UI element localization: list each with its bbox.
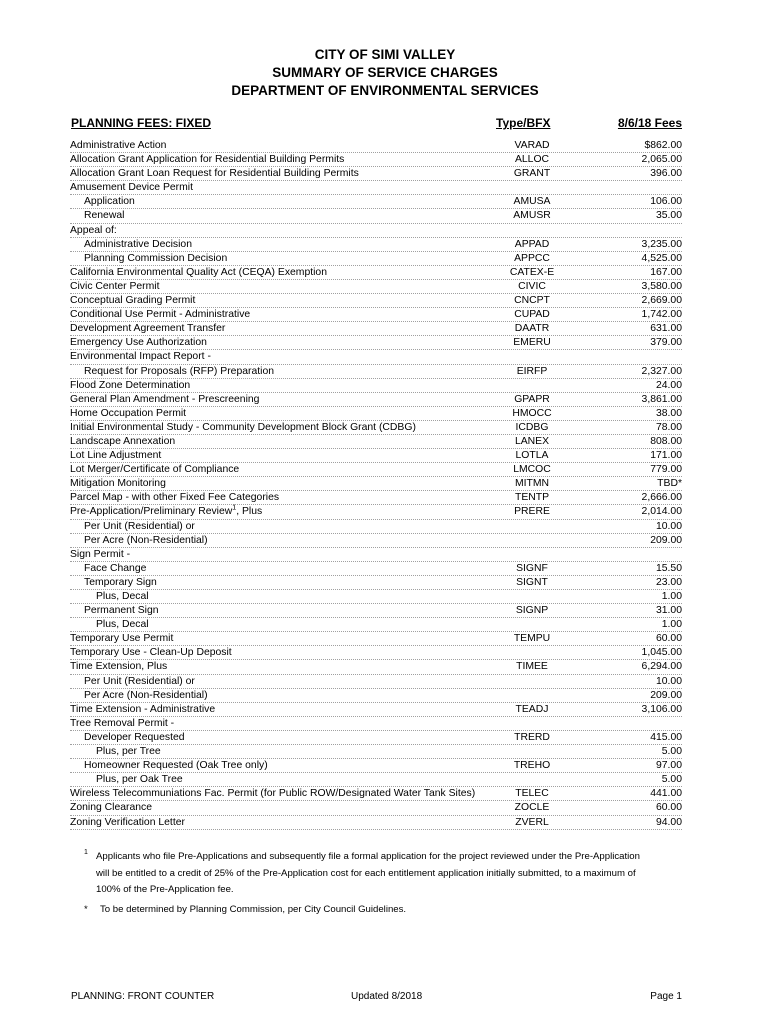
table-row — [70, 562, 682, 576]
row-description — [70, 449, 161, 463]
row-description-text: Mitigation Monitoring — [70, 478, 166, 490]
row-description-text: Temporary Use Permit — [70, 633, 174, 645]
row-description-text: Zoning Clearance — [70, 802, 153, 814]
row-description — [70, 407, 186, 421]
row-type-code: APPAD — [514, 238, 550, 250]
row-description — [70, 224, 117, 238]
row-fee: 31.00 — [655, 605, 682, 617]
row-description — [70, 139, 166, 153]
footer-page-number: Page 1 — [650, 991, 682, 1002]
table-row — [70, 336, 682, 350]
row-description-text: Sign Permit - — [70, 548, 131, 560]
row-description-text: Development Agreement Transfer — [70, 323, 226, 335]
row-description — [70, 308, 250, 322]
table-row — [70, 463, 682, 477]
row-fee: 5.00 — [661, 746, 682, 758]
footnote-1 — [84, 849, 654, 899]
row-description — [70, 238, 192, 252]
table-row — [70, 491, 682, 505]
row-description-text: Zoning Verification Letter — [70, 816, 185, 828]
row-fee: $862.00 — [644, 140, 682, 151]
column-header-fee: 8/6/18 Fees — [617, 116, 682, 130]
row-description — [70, 689, 208, 703]
row-description — [70, 421, 416, 435]
table-row — [70, 153, 682, 167]
row-fee: 1.00 — [661, 591, 682, 602]
row-fee: 5.00 — [661, 774, 682, 786]
row-fee: TBD* — [657, 478, 682, 490]
row-fee: 808.00 — [650, 435, 682, 447]
row-fee: 2,065.00 — [641, 154, 682, 166]
row-description-text: Plus, per Tree — [96, 746, 161, 758]
document-title — [0, 46, 770, 100]
row-fee: 23.00 — [655, 576, 682, 588]
row-description — [70, 209, 124, 223]
row-description-text: Per Acre (Non-Residential) — [84, 534, 208, 546]
row-description — [70, 463, 239, 477]
footnote-2 — [84, 904, 406, 916]
row-type-code: TELEC — [515, 788, 549, 800]
row-type-code: VARAD — [514, 140, 550, 151]
table-row — [70, 477, 682, 491]
table-row — [70, 632, 682, 646]
table-row — [70, 181, 682, 195]
row-description-text: Per Acre (Non-Residential) — [84, 689, 208, 701]
row-description — [70, 590, 149, 604]
table-row — [70, 238, 682, 252]
table-row — [70, 280, 682, 294]
row-description-text: Appeal of: — [70, 224, 117, 236]
footer-department: PLANNING: FRONT COUNTER — [71, 991, 215, 1002]
row-type-code: AMUSR — [513, 210, 551, 222]
table-row — [70, 618, 682, 632]
row-description — [70, 548, 130, 562]
row-type-code: MITMN — [514, 478, 550, 490]
row-type-code: GRANT — [513, 168, 551, 180]
title-department: DEPARTMENT OF ENVIRONMENTAL SERVICES — [231, 83, 539, 98]
row-fee: 3,861.00 — [641, 393, 682, 405]
row-type-code: LMCOC — [513, 464, 551, 476]
table-row — [70, 646, 682, 660]
row-type-code: TENTP — [514, 492, 550, 504]
row-description — [70, 350, 211, 364]
row-type-code: TRERD — [514, 731, 550, 743]
table-row — [70, 209, 682, 223]
row-description-text: Permanent Sign — [84, 605, 159, 617]
row-type-code: EIRFP — [516, 365, 548, 377]
row-fee: 15.50 — [655, 562, 682, 574]
row-type-code: GPAPR — [514, 393, 550, 405]
row-type-code: CUPAD — [514, 309, 550, 321]
row-fee: 97.00 — [655, 760, 682, 772]
row-fee: 3,580.00 — [641, 280, 682, 292]
footnote-1-marker: 1 — [84, 849, 88, 856]
footnote-1-line2: will be entitled to a credit of 25% of the Pre-Application cost for each entitlement application initially submitted, to a maximum of — [96, 867, 636, 879]
table-row — [70, 717, 682, 731]
table-row — [70, 590, 682, 604]
row-description-text: Lot Line Adjustment — [70, 450, 162, 462]
row-description — [70, 167, 359, 181]
row-description-text: Conditional Use Permit - Administrative — [70, 309, 251, 321]
table-row — [70, 195, 682, 209]
row-fee: 10.00 — [655, 520, 682, 532]
row-fee: 38.00 — [655, 407, 682, 419]
row-description-text: Time Extension, Plus — [70, 661, 168, 673]
row-type-code: SIGNT — [516, 576, 548, 588]
row-fee: 106.00 — [650, 196, 682, 208]
table-row — [70, 604, 682, 618]
row-description-text: Landscape Annexation — [70, 435, 176, 447]
row-description-text: Home Occupation Permit — [70, 407, 187, 419]
row-description-text: Time Extension - Administrative — [70, 703, 216, 715]
row-fee: 209.00 — [650, 534, 682, 546]
row-description — [70, 505, 262, 519]
table-row — [70, 167, 682, 181]
footnote-1-line3: 100% of the Pre-Application fee. — [96, 884, 234, 895]
row-description — [70, 491, 279, 505]
table-row — [70, 745, 682, 759]
section-heading: PLANNING FEES: FIXED — [71, 116, 212, 130]
table-row — [70, 675, 682, 689]
row-fee: 2,327.00 — [641, 365, 682, 377]
row-fee: 3,106.00 — [641, 703, 682, 715]
row-type-code: TIMEE — [516, 661, 548, 673]
row-description — [70, 816, 185, 830]
row-description-text: Conceptual Grading Permit — [70, 295, 196, 307]
row-description — [70, 703, 215, 717]
table-row — [70, 224, 682, 238]
row-description-text: Developer Requested — [84, 731, 185, 743]
row-fee: 2,666.00 — [641, 492, 682, 504]
row-description — [70, 675, 195, 689]
row-description-text: General Plan Amendment - Prescreening — [70, 393, 260, 405]
row-type-code: TEMPU — [513, 633, 551, 645]
row-description — [70, 294, 195, 308]
row-description — [70, 759, 268, 773]
title-city: CITY OF SIMI VALLEY — [314, 47, 456, 62]
row-description — [70, 336, 207, 350]
row-fee: 4,525.00 — [641, 252, 682, 264]
row-description-text: Face Change — [84, 562, 147, 574]
row-type-code: ZVERL — [515, 816, 549, 828]
row-description — [70, 534, 208, 548]
row-description — [70, 801, 152, 815]
table-row — [70, 773, 682, 787]
row-fee: 3,235.00 — [641, 238, 682, 250]
row-description — [70, 252, 227, 266]
row-description-text: Administrative Decision — [84, 238, 192, 250]
row-description-text: Pre-Application/Preliminary Review — [70, 506, 233, 518]
row-type-code: ICDBG — [515, 421, 549, 433]
row-description — [70, 322, 225, 336]
table-row — [70, 816, 682, 830]
row-fee: 10.00 — [655, 675, 682, 687]
row-description-text: Plus, per Oak Tree — [96, 774, 183, 786]
table-row — [70, 520, 682, 534]
footer-updated: Updated 8/2018 — [351, 991, 423, 1002]
row-fee: 441.00 — [650, 788, 682, 800]
row-description-text: California Environmental Quality Act (CEQA) Exemption — [70, 266, 327, 278]
row-description — [70, 576, 157, 590]
row-fee: 396.00 — [650, 168, 682, 180]
table-row — [70, 703, 682, 717]
row-description-text: Plus, Decal — [96, 591, 149, 602]
row-type-code: DAATR — [514, 323, 550, 335]
row-description-text: Tree Removal Permit - — [70, 717, 175, 729]
row-description — [70, 520, 195, 534]
row-description — [70, 646, 232, 660]
row-type-code: AMUSA — [513, 196, 551, 208]
table-row — [70, 505, 682, 519]
row-description-text: Amusement Device Permit — [70, 182, 193, 194]
row-type-code: EMERU — [513, 337, 551, 349]
row-description — [70, 181, 193, 195]
row-type-code: TREHO — [513, 760, 551, 772]
row-type-code: LANEX — [514, 435, 550, 447]
row-description-text: Homeowner Requested (Oak Tree only) — [84, 760, 268, 772]
table-row — [70, 435, 682, 449]
row-description — [70, 731, 185, 745]
table-row — [70, 421, 682, 435]
row-description — [70, 562, 146, 576]
table-row — [70, 266, 682, 280]
row-description — [70, 393, 259, 407]
row-fee: 35.00 — [655, 210, 682, 222]
row-description-text: Environmental Impact Report - — [70, 351, 211, 363]
row-fee: 379.00 — [650, 337, 682, 349]
row-type-code: ZOCLE — [514, 802, 550, 814]
row-type-code: HMOCC — [512, 407, 552, 419]
row-description — [70, 435, 175, 449]
footnote-reference: 1 — [232, 504, 237, 512]
footnote-2-text: To be determined by Planning Commission, per City Council Guidelines. — [100, 904, 407, 915]
row-description-text: Per Unit (Residential) or — [84, 520, 195, 532]
row-description-text: Renewal — [84, 210, 125, 222]
row-type-code: PRERE — [514, 506, 550, 518]
row-description-text: Allocation Grant Loan Request for Residential Building Permits — [70, 168, 359, 180]
row-description-text: Per Unit (Residential) or — [84, 675, 195, 687]
row-description-text: Plus, Decal — [96, 619, 149, 631]
table-row — [70, 393, 682, 407]
row-description — [70, 773, 183, 787]
row-description — [70, 745, 161, 759]
row-description — [70, 632, 173, 646]
row-fee: 60.00 — [655, 633, 682, 645]
row-fee: 2,014.00 — [641, 506, 682, 518]
row-description-text: Emergency Use Authorization — [70, 337, 207, 349]
row-type-code: APPCC — [514, 252, 550, 264]
row-fee: 167.00 — [650, 266, 682, 278]
row-fee: 24.00 — [655, 379, 682, 391]
table-row — [70, 308, 682, 322]
row-description — [70, 266, 327, 280]
table-row — [70, 294, 682, 308]
row-description-suffix: , Plus — [236, 506, 263, 518]
row-type-code: LOTLA — [515, 450, 549, 462]
row-fee: 1,742.00 — [641, 309, 682, 321]
footnote-2-marker: * — [84, 904, 88, 915]
table-row — [70, 576, 682, 590]
column-header-type: Type/BFX — [496, 116, 551, 130]
row-type-code: CATEX-E — [509, 266, 555, 278]
row-description-text: Application — [84, 196, 135, 208]
row-description-text: Planning Commission Decision — [84, 252, 228, 264]
row-fee: 415.00 — [650, 731, 682, 743]
row-description — [70, 660, 167, 674]
table-row — [70, 449, 682, 463]
row-description — [70, 280, 160, 294]
row-fee: 60.00 — [655, 802, 682, 814]
row-fee: 171.00 — [650, 450, 682, 462]
row-description-text: Allocation Grant Application for Residential Building Permits — [70, 154, 345, 166]
row-type-code: SIGNF — [516, 562, 548, 574]
row-fee: 94.00 — [655, 816, 682, 828]
row-description-text: Administrative Action — [70, 140, 167, 151]
row-type-code: ALLOC — [514, 154, 550, 166]
row-fee: 209.00 — [650, 689, 682, 701]
row-fee: 1,045.00 — [641, 647, 682, 659]
table-row — [70, 350, 682, 364]
row-type-code: CIVIC — [518, 280, 546, 292]
table-row — [70, 379, 682, 393]
table-row — [70, 731, 682, 745]
table-row — [70, 801, 682, 815]
table-row — [70, 139, 682, 153]
fee-table — [70, 139, 682, 830]
row-type-code: SIGNP — [515, 605, 549, 617]
table-row — [70, 759, 682, 773]
row-description — [70, 153, 344, 167]
row-fee: 1.00 — [661, 619, 682, 631]
row-fee: 78.00 — [655, 421, 682, 433]
row-description-text: Lot Merger/Certificate of Compliance — [70, 464, 240, 476]
table-row — [70, 365, 682, 379]
row-fee: 779.00 — [650, 464, 682, 476]
table-row — [70, 252, 682, 266]
table-row — [70, 787, 682, 801]
row-description — [70, 379, 190, 393]
row-description — [70, 365, 274, 379]
table-row — [70, 322, 682, 336]
row-description-text: Temporary Use - Clean-Up Deposit — [70, 647, 232, 659]
row-description — [70, 717, 174, 731]
row-description — [70, 477, 166, 491]
footnote-1-line1: Applicants who file Pre-Applications and subsequently file a formal application for the project reviewed under the Pre-Application — [96, 851, 640, 862]
row-fee: 631.00 — [650, 323, 682, 335]
row-description-text: Civic Center Permit — [70, 280, 160, 292]
table-row — [70, 660, 682, 674]
table-row — [70, 534, 682, 548]
row-description-text: Wireless Telecommuniations Fac. Permit (for Public ROW/Designated Water Tank Sites) — [70, 788, 476, 800]
row-description-text: Flood Zone Determination — [70, 379, 191, 391]
row-description — [70, 195, 135, 209]
table-row — [70, 548, 682, 562]
row-description — [70, 604, 159, 618]
row-description — [70, 618, 149, 632]
row-type-code: CNCPT — [514, 295, 550, 307]
table-row — [70, 407, 682, 421]
table-row — [70, 689, 682, 703]
row-description-text: Initial Environmental Study - Community Development Block Grant (CDBG) — [70, 421, 416, 433]
row-fee: 2,669.00 — [641, 295, 682, 307]
row-description — [70, 787, 475, 801]
row-description-text: Temporary Sign — [84, 576, 157, 588]
row-description-text: Parcel Map - with other Fixed Fee Categories — [70, 492, 280, 504]
title-summary: SUMMARY OF SERVICE CHARGES — [272, 65, 498, 80]
row-type-code: TEADJ — [515, 703, 549, 715]
row-description-text: Request for Proposals (RFP) Preparation — [84, 365, 274, 377]
row-fee: 6,294.00 — [641, 661, 682, 673]
